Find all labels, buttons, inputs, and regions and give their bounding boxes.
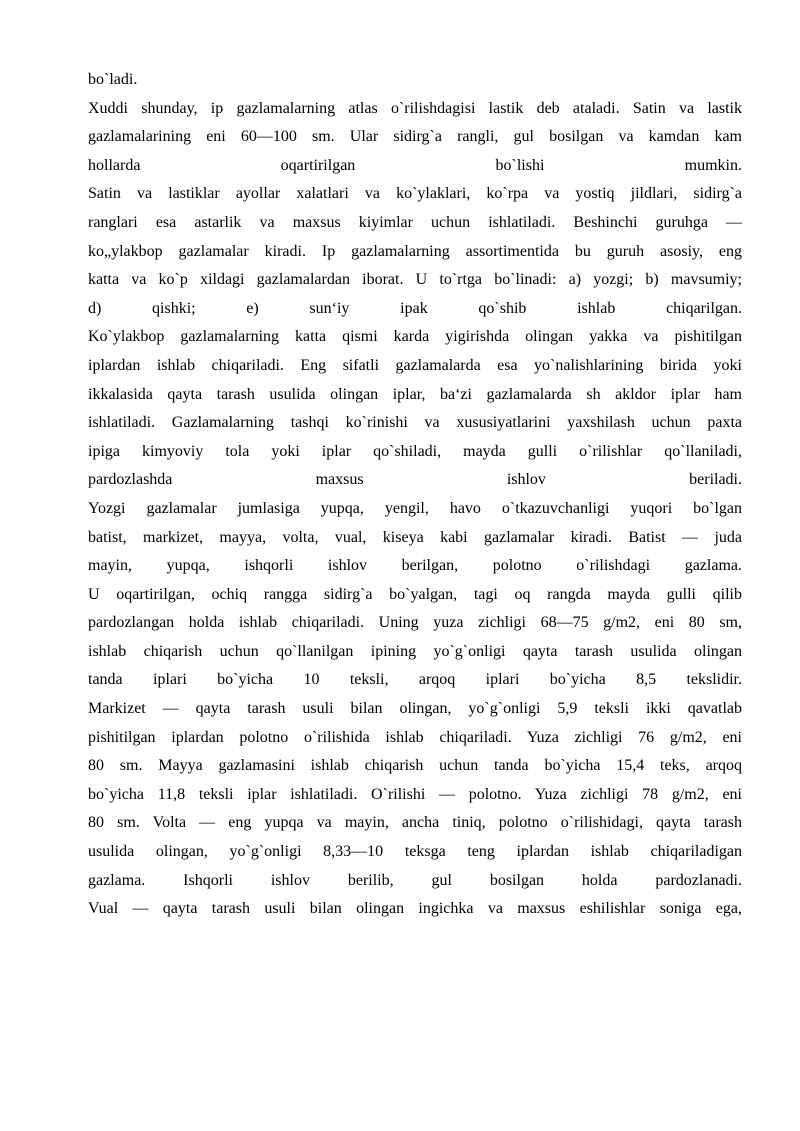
text-line: iplardan ishlab chiqariladi. Eng sifatli gazlamalarda esa yo`nalishlarining birida yoki — [88, 356, 742, 374]
text-line: U oqartirilgan, ochiq rangga sidirg`a bo`yalgan, tagi oq rangda mayda gulli qilib — [88, 585, 742, 603]
text-line: katta va ko`p xildagi gazlamalardan iborat. U to`rtga bo`linadi: a) yozgi; b) mavsumiy; — [88, 271, 742, 289]
text-line: Ko`ylakbop gazlamalarning katta qismi karda yigirishda olingan yakka va pishitilgan — [88, 328, 742, 346]
text-line: pardozlangan holda ishlab chiqariladi. Uning yuza zichligi 68—75 g/m2, eni 80 sm, — [88, 614, 742, 632]
text-line: Yozgi gazlamalar jumlasiga yupqa, yengil, havo o`tkazuvchanligi yuqori bo`lgan — [88, 499, 742, 517]
text-line: pishitilgan iplardan polotno o`rilishida ishlab chiqariladi. Yuza zichligi 76 g/m2, eni — [88, 728, 742, 746]
text-line: bo`ladi. — [88, 71, 138, 88]
text-line: mayin, yupqa, ishqorli ishlov berilgan, polotno o`rilishdagi gazlama. — [88, 557, 742, 575]
text-line: hollarda oqartirilgan bo`lishi mumkin. — [88, 156, 742, 174]
text-line: 80 sm. Volta — eng yupqa va mayin, ancha tiniq, polotno o`rilishidagi, qayta tarash — [88, 814, 742, 832]
text-line: Satin va lastiklar ayollar xalatlari va ko`ylaklari, ko`rpa va yostiq jildlari, sidirg`a — [88, 185, 742, 203]
text-line: ishlab chiqarish uchun qo`llanilgan ipining yo`g`onligi qayta tarash usulida olingan — [88, 642, 742, 660]
text-line: gazlamalarining eni 60—100 sm. Ular sidirg`a rangli, gul bosilgan va kamdan kam — [88, 128, 742, 146]
text-line: ranglari esa astarlik va maxsus kiyimlar uchun ishlatiladi. Beshinchi guruhga — — [88, 213, 742, 231]
text-line: gazlama. Ishqorli ishlov berilib, gul bosilgan holda pardozlanadi. — [88, 871, 742, 889]
text-line: usulida olingan, yo`g`onligi 8,33—10 teksga teng iplardan ishlab chiqariladigan — [88, 843, 742, 861]
document-body — [88, 66, 742, 924]
text-line: tanda iplari bo`yicha 10 teksli, arqoq iplari bo`yicha 8,5 tekslidir. — [88, 671, 742, 689]
text-line: ko„ylakbop gazlamalar kiradi. Ip gazlamalarning assortimentida bu guruh asosiy, eng — [88, 242, 742, 260]
text-line: 80 sm. Mayya gazlamasini ishlab chiqarish uchun tanda bo`yicha 15,4 teks, arqoq — [88, 757, 742, 775]
text-line: Vual — qayta tarash usuli bilan olingan ingichka va maxsus eshilishlar soniga ega, — [88, 900, 742, 918]
text-line: d) qishki; e) sun‘iy ipak qo`shib ishlab chiqarilgan. — [88, 299, 742, 317]
text-line: ikkalasida qayta tarash usulida olingan iplar, ba‘zi gazlamalarda sh akldor iplar ham — [88, 385, 742, 403]
text-line: Xuddi shunday, ip gazlamalarning atlas o`rilishdagisi lastik deb ataladi. Satin va lastik — [88, 99, 742, 117]
text-line: bo`yicha 11,8 teksli iplar ishlatiladi. O`rilishi — polotno. Yuza zichligi 78 g/m2, eni — [88, 785, 742, 803]
text-line: batist, markizet, mayya, volta, vual, kiseya kabi gazlamalar kiradi. Batist — juda — [88, 528, 742, 546]
text-line: Markizet — qayta tarash usuli bilan olingan, yo`g`onligi 5,9 teksli ikki qavatlab — [88, 700, 742, 718]
text-line: ishlatiladi. Gazlamalarning tashqi ko`rinishi va xususiyatlarini yaxshilash uchun paxta — [88, 414, 742, 432]
text-line: ipiga kimyoviy tola yoki iplar qo`shiladi, mayda gulli o`rilishlar qo`llaniladi, — [88, 442, 742, 460]
text-line: pardozlashda maxsus ishlov beriladi. — [88, 471, 742, 489]
